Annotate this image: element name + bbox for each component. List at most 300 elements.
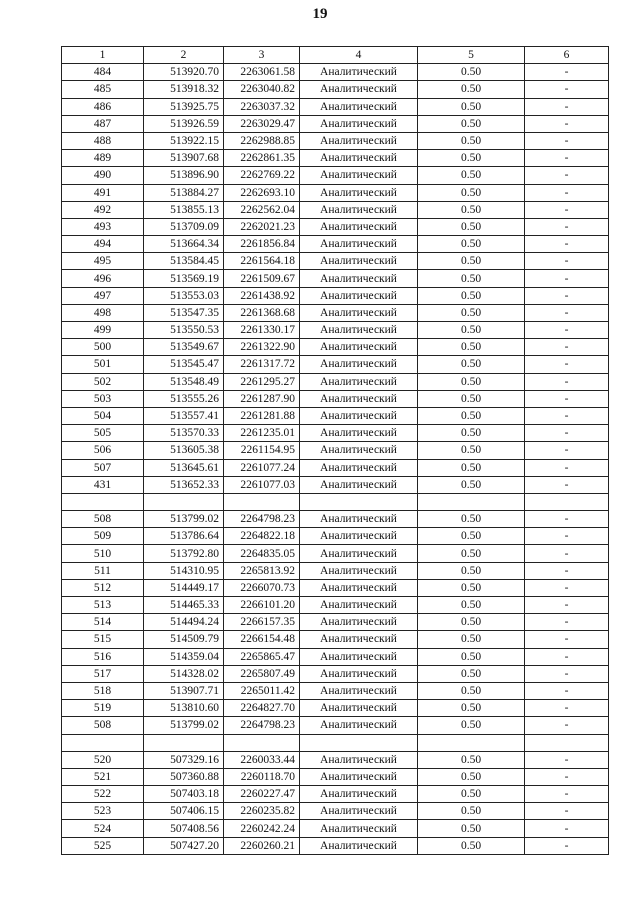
table-row [62, 253, 609, 270]
y-coordinate-cell: 2263037.32 [224, 98, 300, 115]
point-number-cell: 503 [62, 390, 144, 407]
table-row [62, 734, 609, 751]
y-coordinate-cell: 2261317.72 [224, 356, 300, 373]
note-cell: - [525, 167, 609, 184]
y-coordinate-cell: 2262988.85 [224, 132, 300, 149]
point-number-cell: 507 [62, 459, 144, 476]
accuracy-cell [418, 734, 525, 751]
table-row [62, 287, 609, 304]
y-coordinate-cell: 2261077.03 [224, 476, 300, 493]
note-cell: - [525, 81, 609, 98]
table-row [62, 476, 609, 493]
y-coordinate-cell: 2262021.23 [224, 218, 300, 235]
accuracy-cell: 0.50 [418, 356, 525, 373]
accuracy-cell: 0.50 [418, 579, 525, 596]
accuracy-cell: 0.50 [418, 270, 525, 287]
method-cell: Аналитический [300, 717, 418, 734]
accuracy-cell: 0.50 [418, 167, 525, 184]
y-coordinate-cell: 2260242.24 [224, 820, 300, 837]
point-number-cell: 522 [62, 786, 144, 803]
table-row [62, 579, 609, 596]
table-row [62, 648, 609, 665]
note-cell: - [525, 442, 609, 459]
method-cell [300, 734, 418, 751]
x-coordinate-cell [144, 734, 224, 751]
point-number-cell: 513 [62, 597, 144, 614]
method-cell: Аналитический [300, 270, 418, 287]
x-coordinate-cell: 514310.95 [144, 562, 224, 579]
y-coordinate-cell: 2266070.73 [224, 579, 300, 596]
note-cell: - [525, 132, 609, 149]
point-number-cell: 509 [62, 528, 144, 545]
y-coordinate-cell: 2262693.10 [224, 184, 300, 201]
method-cell: Аналитический [300, 322, 418, 339]
method-cell: Аналитический [300, 339, 418, 356]
x-coordinate-cell: 513926.59 [144, 115, 224, 132]
y-coordinate-cell: 2261322.90 [224, 339, 300, 356]
method-cell: Аналитический [300, 631, 418, 648]
x-coordinate-cell [144, 493, 224, 510]
point-number-cell: 488 [62, 132, 144, 149]
table-body [62, 64, 609, 855]
accuracy-cell: 0.50 [418, 837, 525, 854]
y-coordinate-cell: 2266101.20 [224, 597, 300, 614]
y-coordinate-cell: 2264798.23 [224, 511, 300, 528]
column-header: 1 [62, 47, 144, 64]
point-number-cell: 523 [62, 803, 144, 820]
method-cell: Аналитический [300, 820, 418, 837]
point-number-cell: 484 [62, 64, 144, 81]
note-cell: - [525, 717, 609, 734]
table-row [62, 665, 609, 682]
point-number-cell: 520 [62, 751, 144, 768]
accuracy-cell: 0.50 [418, 407, 525, 424]
method-cell [300, 493, 418, 510]
y-coordinate-cell: 2261154.95 [224, 442, 300, 459]
note-cell [525, 493, 609, 510]
note-cell: - [525, 837, 609, 854]
page-number: 19 [312, 6, 328, 22]
method-cell: Аналитический [300, 115, 418, 132]
method-cell: Аналитический [300, 356, 418, 373]
accuracy-cell: 0.50 [418, 682, 525, 699]
table-row [62, 631, 609, 648]
x-coordinate-cell: 513645.61 [144, 459, 224, 476]
note-cell: - [525, 631, 609, 648]
method-cell: Аналитический [300, 64, 418, 81]
method-cell: Аналитический [300, 253, 418, 270]
x-coordinate-cell: 507403.18 [144, 786, 224, 803]
point-number-cell: 525 [62, 837, 144, 854]
note-cell: - [525, 201, 609, 218]
point-number-cell: 502 [62, 373, 144, 390]
x-coordinate-cell: 514494.24 [144, 614, 224, 631]
x-coordinate-cell: 513549.67 [144, 339, 224, 356]
y-coordinate-cell: 2266154.48 [224, 631, 300, 648]
x-coordinate-cell: 507427.20 [144, 837, 224, 854]
table-row [62, 682, 609, 699]
point-number-cell: 485 [62, 81, 144, 98]
accuracy-cell: 0.50 [418, 64, 525, 81]
method-cell: Аналитический [300, 803, 418, 820]
accuracy-cell: 0.50 [418, 511, 525, 528]
accuracy-cell [418, 493, 525, 510]
note-cell: - [525, 768, 609, 785]
method-cell: Аналитический [300, 700, 418, 717]
x-coordinate-cell: 507406.15 [144, 803, 224, 820]
accuracy-cell: 0.50 [418, 459, 525, 476]
y-coordinate-cell: 2263040.82 [224, 81, 300, 98]
method-cell: Аналитический [300, 201, 418, 218]
x-coordinate-cell: 513799.02 [144, 717, 224, 734]
accuracy-cell: 0.50 [418, 201, 525, 218]
x-coordinate-cell: 513918.32 [144, 81, 224, 98]
table-row [62, 407, 609, 424]
y-coordinate-cell: 2261564.18 [224, 253, 300, 270]
accuracy-cell: 0.50 [418, 304, 525, 321]
x-coordinate-cell: 513907.71 [144, 682, 224, 699]
table-row [62, 218, 609, 235]
point-number-cell: 495 [62, 253, 144, 270]
table-row [62, 115, 609, 132]
y-coordinate-cell: 2262562.04 [224, 201, 300, 218]
note-cell: - [525, 665, 609, 682]
point-number-cell: 431 [62, 476, 144, 493]
method-cell: Аналитический [300, 150, 418, 167]
table-row [62, 339, 609, 356]
y-coordinate-cell: 2266157.35 [224, 614, 300, 631]
y-coordinate-cell: 2265011.42 [224, 682, 300, 699]
point-number-cell: 510 [62, 545, 144, 562]
note-cell: - [525, 218, 609, 235]
x-coordinate-cell: 513550.53 [144, 322, 224, 339]
method-cell: Аналитический [300, 665, 418, 682]
y-coordinate-cell: 2261235.01 [224, 425, 300, 442]
y-coordinate-cell: 2261287.90 [224, 390, 300, 407]
accuracy-cell: 0.50 [418, 442, 525, 459]
table-row [62, 511, 609, 528]
method-cell: Аналитический [300, 390, 418, 407]
point-number-cell: 493 [62, 218, 144, 235]
accuracy-cell: 0.50 [418, 820, 525, 837]
y-coordinate-cell: 2261856.84 [224, 236, 300, 253]
column-header: 6 [525, 47, 609, 64]
accuracy-cell: 0.50 [418, 339, 525, 356]
point-number-cell: 501 [62, 356, 144, 373]
y-coordinate-cell: 2260260.21 [224, 837, 300, 854]
point-number-cell: 500 [62, 339, 144, 356]
point-number-cell: 487 [62, 115, 144, 132]
x-coordinate-cell: 513920.70 [144, 64, 224, 81]
table-row [62, 132, 609, 149]
y-coordinate-cell: 2260235.82 [224, 803, 300, 820]
x-coordinate-cell: 513547.35 [144, 304, 224, 321]
y-coordinate-cell: 2261509.67 [224, 270, 300, 287]
table-row [62, 442, 609, 459]
x-coordinate-cell: 513786.64 [144, 528, 224, 545]
table-row [62, 768, 609, 785]
y-coordinate-cell: 2261438.92 [224, 287, 300, 304]
point-number-cell: 517 [62, 665, 144, 682]
point-number-cell: 486 [62, 98, 144, 115]
note-cell: - [525, 786, 609, 803]
point-number-cell: 504 [62, 407, 144, 424]
table-row [62, 236, 609, 253]
table-row [62, 270, 609, 287]
accuracy-cell: 0.50 [418, 476, 525, 493]
x-coordinate-cell: 507360.88 [144, 768, 224, 785]
accuracy-cell: 0.50 [418, 717, 525, 734]
accuracy-cell: 0.50 [418, 132, 525, 149]
table-row [62, 562, 609, 579]
coordinates-table [61, 46, 609, 855]
note-cell: - [525, 562, 609, 579]
accuracy-cell: 0.50 [418, 751, 525, 768]
method-cell: Аналитический [300, 614, 418, 631]
table-row [62, 390, 609, 407]
accuracy-cell: 0.50 [418, 562, 525, 579]
point-number-cell [62, 493, 144, 510]
x-coordinate-cell: 514449.17 [144, 579, 224, 596]
point-number-cell: 524 [62, 820, 144, 837]
method-cell: Аналитический [300, 304, 418, 321]
method-cell: Аналитический [300, 528, 418, 545]
method-cell: Аналитический [300, 837, 418, 854]
method-cell: Аналитический [300, 442, 418, 459]
x-coordinate-cell: 513810.60 [144, 700, 224, 717]
accuracy-cell: 0.50 [418, 184, 525, 201]
point-number-cell: 521 [62, 768, 144, 785]
method-cell: Аналитический [300, 786, 418, 803]
point-number-cell: 508 [62, 717, 144, 734]
accuracy-cell: 0.50 [418, 425, 525, 442]
note-cell: - [525, 597, 609, 614]
note-cell: - [525, 304, 609, 321]
method-cell: Аналитический [300, 132, 418, 149]
method-cell: Аналитический [300, 373, 418, 390]
accuracy-cell: 0.50 [418, 373, 525, 390]
x-coordinate-cell: 513584.45 [144, 253, 224, 270]
x-coordinate-cell: 513709.09 [144, 218, 224, 235]
table-row [62, 528, 609, 545]
note-cell: - [525, 236, 609, 253]
table-row [62, 493, 609, 510]
method-cell: Аналитический [300, 768, 418, 785]
x-coordinate-cell: 513557.41 [144, 407, 224, 424]
table-row [62, 81, 609, 98]
column-header: 5 [418, 47, 525, 64]
accuracy-cell: 0.50 [418, 253, 525, 270]
table-row [62, 167, 609, 184]
method-cell: Аналитический [300, 545, 418, 562]
accuracy-cell: 0.50 [418, 115, 525, 132]
point-number-cell: 491 [62, 184, 144, 201]
point-number-cell: 494 [62, 236, 144, 253]
point-number-cell: 511 [62, 562, 144, 579]
x-coordinate-cell: 514465.33 [144, 597, 224, 614]
x-coordinate-cell: 513545.47 [144, 356, 224, 373]
y-coordinate-cell: 2261295.27 [224, 373, 300, 390]
accuracy-cell: 0.50 [418, 631, 525, 648]
method-cell: Аналитический [300, 648, 418, 665]
y-coordinate-cell: 2260227.47 [224, 786, 300, 803]
note-cell: - [525, 184, 609, 201]
y-coordinate-cell: 2265865.47 [224, 648, 300, 665]
accuracy-cell: 0.50 [418, 98, 525, 115]
x-coordinate-cell: 514328.02 [144, 665, 224, 682]
note-cell: - [525, 459, 609, 476]
y-coordinate-cell: 2265807.49 [224, 665, 300, 682]
y-coordinate-cell: 2260118.70 [224, 768, 300, 785]
note-cell: - [525, 322, 609, 339]
point-number-cell: 496 [62, 270, 144, 287]
point-number-cell: 506 [62, 442, 144, 459]
note-cell: - [525, 64, 609, 81]
column-header: 4 [300, 47, 418, 64]
accuracy-cell: 0.50 [418, 545, 525, 562]
table-row [62, 150, 609, 167]
note-cell: - [525, 476, 609, 493]
note-cell: - [525, 356, 609, 373]
table-row [62, 64, 609, 81]
column-header: 3 [224, 47, 300, 64]
point-number-cell: 499 [62, 322, 144, 339]
accuracy-cell: 0.50 [418, 322, 525, 339]
method-cell: Аналитический [300, 579, 418, 596]
point-number-cell: 489 [62, 150, 144, 167]
method-cell: Аналитический [300, 511, 418, 528]
y-coordinate-cell [224, 493, 300, 510]
y-coordinate-cell: 2264798.23 [224, 717, 300, 734]
x-coordinate-cell: 507329.16 [144, 751, 224, 768]
table-row [62, 700, 609, 717]
x-coordinate-cell: 513664.34 [144, 236, 224, 253]
point-number-cell: 498 [62, 304, 144, 321]
table-row [62, 373, 609, 390]
x-coordinate-cell: 514509.79 [144, 631, 224, 648]
note-cell: - [525, 253, 609, 270]
x-coordinate-cell: 513884.27 [144, 184, 224, 201]
table-row [62, 459, 609, 476]
method-cell: Аналитический [300, 218, 418, 235]
y-coordinate-cell: 2261077.24 [224, 459, 300, 476]
x-coordinate-cell: 513855.13 [144, 201, 224, 218]
y-coordinate-cell: 2265813.92 [224, 562, 300, 579]
table-row [62, 545, 609, 562]
point-number-cell: 518 [62, 682, 144, 699]
note-cell: - [525, 579, 609, 596]
point-number-cell: 490 [62, 167, 144, 184]
method-cell: Аналитический [300, 167, 418, 184]
table-row [62, 786, 609, 803]
method-cell: Аналитический [300, 476, 418, 493]
note-cell: - [525, 287, 609, 304]
note-cell: - [525, 700, 609, 717]
point-number-cell: 505 [62, 425, 144, 442]
method-cell: Аналитический [300, 751, 418, 768]
x-coordinate-cell: 513792.80 [144, 545, 224, 562]
table-row [62, 597, 609, 614]
note-cell: - [525, 545, 609, 562]
y-coordinate-cell: 2262769.22 [224, 167, 300, 184]
accuracy-cell: 0.50 [418, 390, 525, 407]
accuracy-cell: 0.50 [418, 287, 525, 304]
point-number-cell: 512 [62, 579, 144, 596]
method-cell: Аналитический [300, 184, 418, 201]
note-cell: - [525, 682, 609, 699]
y-coordinate-cell: 2261330.17 [224, 322, 300, 339]
y-coordinate-cell: 2263029.47 [224, 115, 300, 132]
x-coordinate-cell: 513555.26 [144, 390, 224, 407]
note-cell: - [525, 390, 609, 407]
method-cell: Аналитический [300, 98, 418, 115]
x-coordinate-cell: 513570.33 [144, 425, 224, 442]
y-coordinate-cell: 2264835.05 [224, 545, 300, 562]
y-coordinate-cell: 2261368.68 [224, 304, 300, 321]
method-cell: Аналитический [300, 236, 418, 253]
x-coordinate-cell: 513907.68 [144, 150, 224, 167]
point-number-cell [62, 734, 144, 751]
note-cell: - [525, 425, 609, 442]
method-cell: Аналитический [300, 682, 418, 699]
accuracy-cell: 0.50 [418, 528, 525, 545]
note-cell: - [525, 98, 609, 115]
note-cell: - [525, 150, 609, 167]
accuracy-cell: 0.50 [418, 700, 525, 717]
table-row [62, 425, 609, 442]
table-row [62, 751, 609, 768]
method-cell: Аналитический [300, 562, 418, 579]
point-number-cell: 516 [62, 648, 144, 665]
point-number-cell: 508 [62, 511, 144, 528]
x-coordinate-cell: 513925.75 [144, 98, 224, 115]
method-cell: Аналитический [300, 459, 418, 476]
y-coordinate-cell: 2263061.58 [224, 64, 300, 81]
table-row [62, 717, 609, 734]
accuracy-cell: 0.50 [418, 236, 525, 253]
method-cell: Аналитический [300, 597, 418, 614]
note-cell: - [525, 614, 609, 631]
y-coordinate-cell: 2264822.18 [224, 528, 300, 545]
note-cell: - [525, 803, 609, 820]
table-row [62, 184, 609, 201]
y-coordinate-cell: 2264827.70 [224, 700, 300, 717]
accuracy-cell: 0.50 [418, 81, 525, 98]
method-cell: Аналитический [300, 287, 418, 304]
note-cell: - [525, 270, 609, 287]
note-cell: - [525, 339, 609, 356]
accuracy-cell: 0.50 [418, 665, 525, 682]
note-cell: - [525, 511, 609, 528]
table-row [62, 837, 609, 854]
point-number-cell: 497 [62, 287, 144, 304]
point-number-cell: 519 [62, 700, 144, 717]
x-coordinate-cell: 513553.03 [144, 287, 224, 304]
accuracy-cell: 0.50 [418, 648, 525, 665]
table-row [62, 322, 609, 339]
table-row [62, 304, 609, 321]
note-cell: - [525, 528, 609, 545]
x-coordinate-cell: 514359.04 [144, 648, 224, 665]
accuracy-cell: 0.50 [418, 786, 525, 803]
point-number-cell: 492 [62, 201, 144, 218]
y-coordinate-cell: 2262861.35 [224, 150, 300, 167]
x-coordinate-cell: 513799.02 [144, 511, 224, 528]
accuracy-cell: 0.50 [418, 614, 525, 631]
table-row [62, 820, 609, 837]
note-cell: - [525, 407, 609, 424]
x-coordinate-cell: 513896.90 [144, 167, 224, 184]
